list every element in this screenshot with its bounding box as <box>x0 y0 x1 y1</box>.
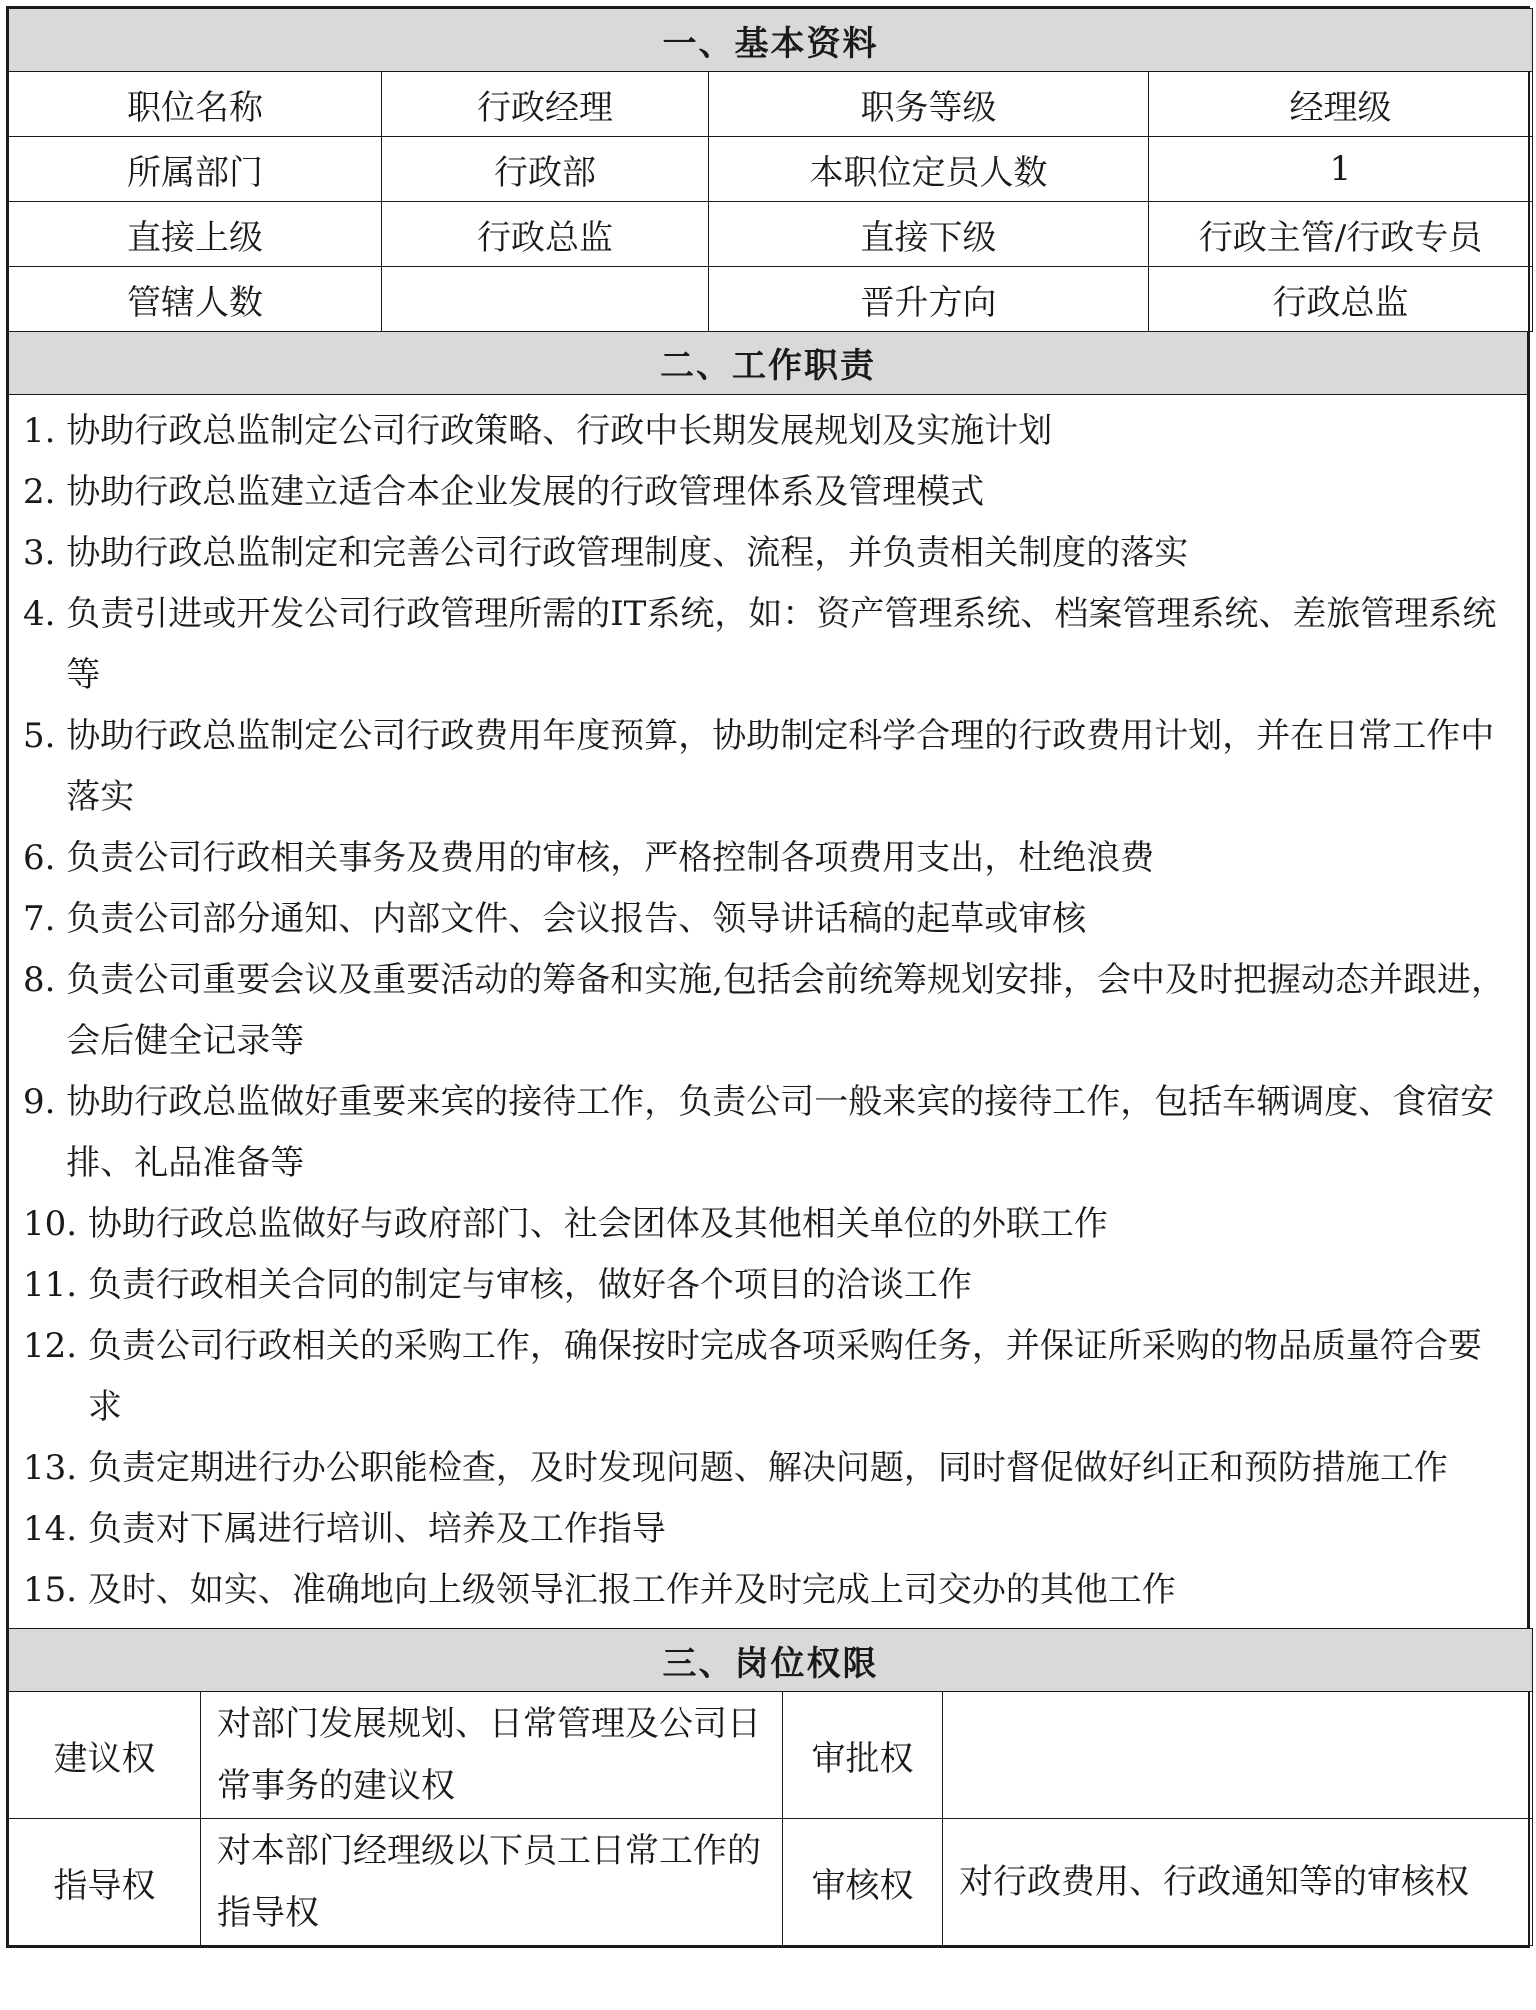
list-item <box>23 1499 1513 1560</box>
label-job-grade: 职务等级 <box>709 72 1149 137</box>
list-item <box>23 401 1513 462</box>
value-position-name: 行政经理 <box>382 72 709 137</box>
list-item <box>23 1255 1513 1316</box>
table-row <box>9 72 1533 137</box>
value-approval-right <box>943 1692 1533 1819</box>
list-item <box>23 1560 1513 1621</box>
value-headcount: 1 <box>1149 137 1533 202</box>
item-text: 负责行政相关合同的制定与审核，做好各个项目的洽谈工作 <box>87 1264 972 1305</box>
label-managed-count: 管辖人数 <box>9 267 382 332</box>
list-item <box>23 706 1513 828</box>
table-row <box>9 1819 1533 1946</box>
label-suggestion-right: 建议权 <box>9 1692 201 1819</box>
item-text: 负责对下属进行培训、培养及工作指导 <box>87 1508 666 1549</box>
section-title-duties: 二、工作职责 <box>9 331 1528 394</box>
table-row <box>9 137 1533 202</box>
list-item <box>23 462 1513 523</box>
job-description-document <box>6 6 1530 1948</box>
item-number: 15. <box>23 1569 88 1610</box>
item-number: 7. <box>23 898 67 939</box>
table-row <box>9 1692 1533 1819</box>
label-promotion-path: 晋升方向 <box>709 267 1149 332</box>
item-number: 10. <box>23 1203 88 1244</box>
item-number: 6. <box>23 837 67 878</box>
table-row <box>9 267 1533 332</box>
section-title-authority: 三、岗位权限 <box>9 1629 1533 1692</box>
label-position-name: 职位名称 <box>9 72 382 137</box>
duties-list <box>9 394 1528 1629</box>
value-direct-subordinate: 行政主管/行政专员 <box>1149 202 1533 267</box>
list-item <box>23 523 1513 584</box>
value-job-grade: 经理级 <box>1149 72 1533 137</box>
list-item <box>23 1072 1513 1194</box>
label-direct-superior: 直接上级 <box>9 202 382 267</box>
list-item <box>23 1194 1513 1255</box>
duties-table <box>8 331 1528 1630</box>
item-number: 1. <box>23 410 67 451</box>
authority-table <box>8 1628 1533 1946</box>
list-item <box>23 1316 1513 1438</box>
value-review-right: 对行政费用、行政通知等的审核权 <box>943 1819 1533 1946</box>
list-item <box>23 584 1513 706</box>
item-number: 14. <box>23 1508 88 1549</box>
label-headcount: 本职位定员人数 <box>709 137 1149 202</box>
value-department: 行政部 <box>382 137 709 202</box>
item-text: 协助行政总监制定公司行政费用年度预算，协助制定科学合理的行政费用计划，并在日常工作中落实 <box>66 715 1495 817</box>
item-number: 2. <box>23 471 67 512</box>
item-number: 3. <box>23 532 67 573</box>
item-text: 协助行政总监做好与政府部门、社会团体及其他相关单位的外联工作 <box>87 1203 1108 1244</box>
item-number: 12. <box>23 1325 88 1366</box>
item-number: 9. <box>23 1081 67 1122</box>
list-item <box>23 1438 1513 1499</box>
item-text: 负责引进或开发公司行政管理所需的IT系统，如：资产管理系统、档案管理系统、差旅管理系统等 <box>66 593 1497 695</box>
label-direct-subordinate: 直接下级 <box>709 202 1149 267</box>
basic-info-table <box>8 8 1533 332</box>
item-text: 负责公司部分通知、内部文件、会议报告、领导讲话稿的起草或审核 <box>66 898 1087 939</box>
section-title-basic-info: 一、基本资料 <box>9 9 1533 72</box>
label-review-right: 审核权 <box>783 1819 943 1946</box>
item-text: 协助行政总监建立适合本企业发展的行政管理体系及管理模式 <box>66 471 985 512</box>
list-item <box>23 828 1513 889</box>
label-approval-right: 审批权 <box>783 1692 943 1819</box>
item-text: 及时、如实、准确地向上级领导汇报工作并及时完成上司交办的其他工作 <box>87 1569 1176 1610</box>
label-guidance-right: 指导权 <box>9 1819 201 1946</box>
label-department: 所属部门 <box>9 137 382 202</box>
value-guidance-right: 对本部门经理级以下员工日常工作的指导权 <box>201 1819 783 1946</box>
item-text: 协助行政总监做好重要来宾的接待工作，负责公司一般来宾的接待工作，包括车辆调度、食宿安排、礼品准备等 <box>66 1081 1495 1183</box>
item-text: 负责定期进行办公职能检查，及时发现问题、解决问题，同时督促做好纠正和预防措施工作 <box>87 1447 1448 1488</box>
item-text: 协助行政总监制定和完善公司行政管理制度、流程，并负责相关制度的落实 <box>66 532 1189 573</box>
item-text: 协助行政总监制定公司行政策略、行政中长期发展规划及实施计划 <box>66 410 1053 451</box>
item-text: 负责公司重要会议及重要活动的筹备和实施,包括会前统筹规划安排，会中及时把握动态并跟进，会后健全记录等 <box>66 959 1506 1061</box>
item-number: 8. <box>23 959 67 1000</box>
list-item <box>23 950 1513 1072</box>
table-row <box>9 202 1533 267</box>
item-number: 13. <box>23 1447 88 1488</box>
item-number: 5. <box>23 715 67 756</box>
list-item <box>23 889 1513 950</box>
value-promotion-path: 行政总监 <box>1149 267 1533 332</box>
value-direct-superior: 行政总监 <box>382 202 709 267</box>
item-text: 负责公司行政相关事务及费用的审核，严格控制各项费用支出，杜绝浪费 <box>66 837 1155 878</box>
item-text: 负责公司行政相关的采购工作，确保按时完成各项采购任务，并保证所采购的物品质量符合要求 <box>87 1325 1482 1427</box>
item-number: 4. <box>23 593 67 634</box>
value-suggestion-right: 对部门发展规划、日常管理及公司日常事务的建议权 <box>201 1692 783 1819</box>
item-number: 11. <box>23 1264 88 1305</box>
value-managed-count <box>382 267 709 332</box>
